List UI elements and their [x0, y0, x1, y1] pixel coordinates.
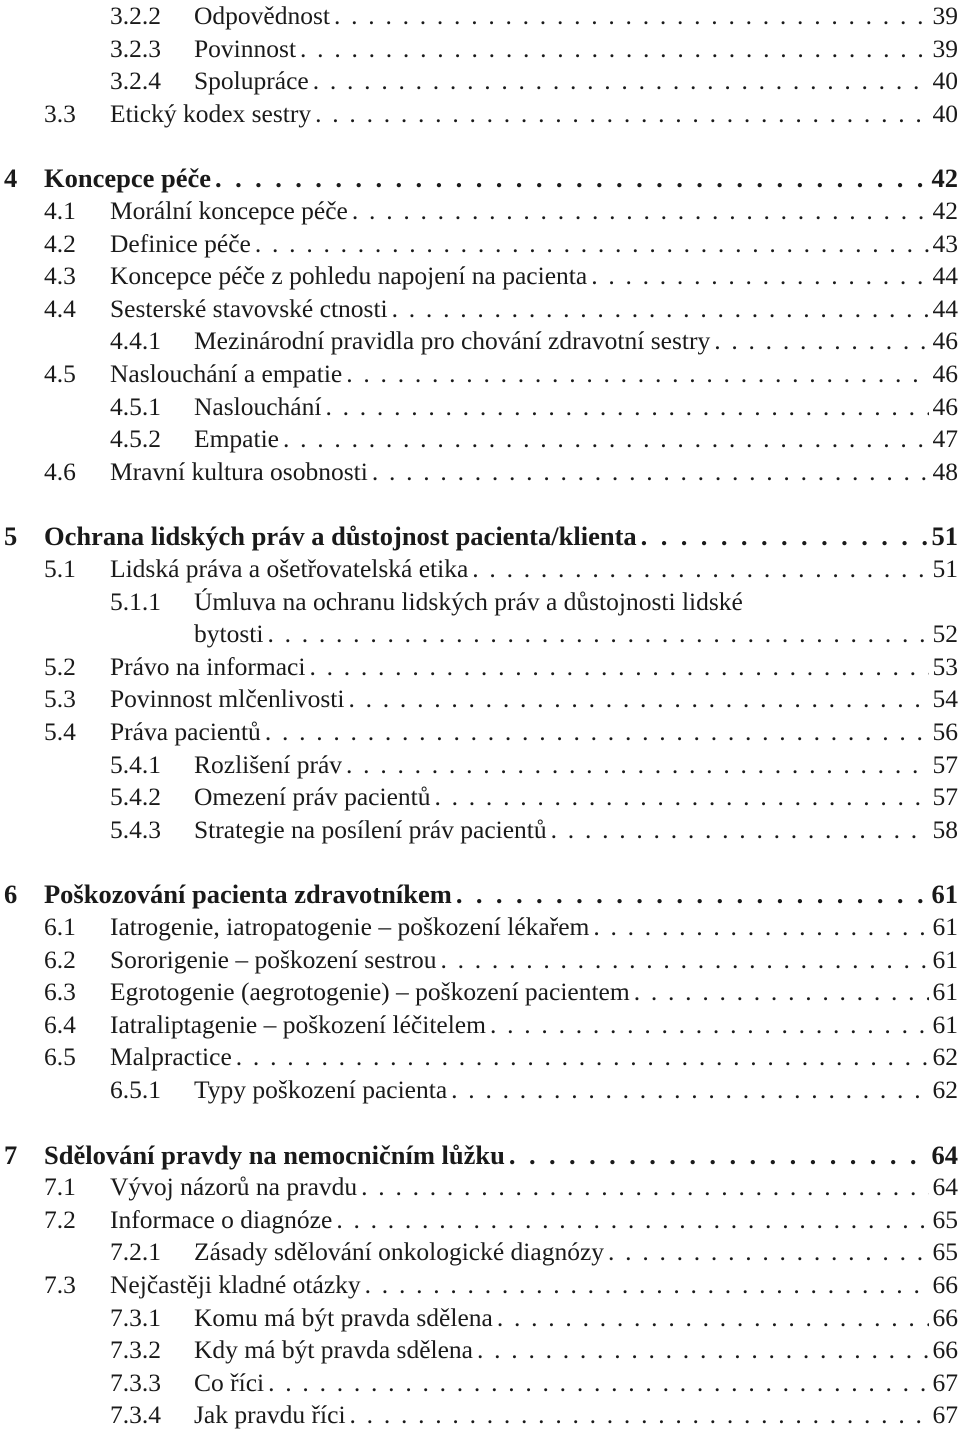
toc-entry[interactable]: [44, 1041, 958, 1073]
toc-entry-page-number: 65: [932, 1204, 958, 1234]
toc-entry-number: 4: [4, 163, 18, 194]
toc-entry-number: 4.3: [44, 261, 76, 291]
toc-entry-page-number: 64: [931, 1139, 958, 1170]
toc-entry-title: Koncepce péče z pohledu napojení na pacienta: [110, 261, 588, 291]
toc-entry-number: 7.1: [44, 1172, 76, 1202]
toc-entry-title: Zásady sdělování onkologické diagnózy: [194, 1237, 605, 1267]
toc-entry[interactable]: [110, 1399, 958, 1431]
toc-entry-title: Povinnost mlčenlivosti: [110, 684, 345, 714]
toc-entry-title: Definice péče: [110, 228, 251, 258]
toc-entry[interactable]: [110, 1367, 958, 1399]
toc-entry-number: 3.2.3: [110, 33, 161, 63]
dot-leader: [451, 1074, 928, 1106]
toc-entry-number: 5.1.1: [110, 586, 161, 616]
dot-leader: [551, 814, 929, 846]
toc-entry[interactable]: [44, 293, 958, 325]
toc-entry[interactable]: [110, 814, 958, 846]
toc-entry-page-number: 66: [932, 1335, 958, 1365]
toc-entry-number: 6.1: [44, 912, 76, 941]
toc-entry-page-number: 48: [932, 456, 958, 486]
toc-entry-title: Úmluva na ochranu lidských práv a důstojnosti lidské: [194, 586, 743, 616]
toc-entry-title: Spolupráce: [194, 66, 309, 96]
toc-entry-number: 6.4: [44, 1009, 76, 1039]
dot-leader: [434, 781, 928, 813]
dot-leader: [641, 520, 928, 552]
toc-entry-page-number: 61: [932, 944, 958, 974]
toc-entry[interactable]: [44, 683, 958, 715]
dot-leader: [352, 195, 929, 227]
dot-leader: [309, 651, 928, 683]
dot-leader: [236, 1041, 929, 1073]
toc-entry-page-number: 56: [932, 717, 958, 746]
toc-entry-number: 6.3: [44, 977, 76, 1007]
toc-entry-number: 7.3.1: [110, 1302, 161, 1332]
toc-entry-page-number: 67: [932, 1400, 958, 1430]
toc-entry[interactable]: [110, 1074, 958, 1106]
dot-leader: [215, 162, 927, 194]
toc-entry-number: 5: [4, 521, 18, 552]
toc-entry-number: 3.2.2: [110, 1, 161, 30]
dot-leader: [372, 456, 929, 488]
dot-leader: [714, 325, 928, 357]
dot-leader: [608, 1236, 928, 1268]
toc-entry-title: Informace o diagnóze: [110, 1204, 333, 1234]
toc-entry-title: Iatraliptagenie – poškození léčitelem: [110, 1009, 486, 1039]
toc-entry-title: Lidská práva a ošetřovatelská etika: [110, 554, 469, 583]
toc-entry-title: Egrotogenie (aegrotogenie) – poškození pacientem: [110, 977, 630, 1007]
toc-entry-page-number: 67: [932, 1367, 958, 1397]
toc-entry-title: Malpractice: [110, 1042, 232, 1072]
dot-leader: [313, 65, 929, 97]
toc-entry[interactable]: [110, 749, 958, 781]
toc-entry-title: Koncepce péče: [44, 163, 212, 194]
toc-entry-title: Naslouchání a empatie: [110, 359, 343, 388]
dot-leader: [361, 1171, 928, 1203]
toc-entry-title: Sesterské stavovské ctnosti: [110, 293, 388, 323]
toc-chapter-entry[interactable]: [4, 520, 958, 552]
toc-entry-number: 4.5: [44, 359, 76, 388]
toc-entry[interactable]: [44, 195, 958, 227]
dot-leader: [334, 0, 929, 32]
toc-entry-title: Kdy má být pravda sdělena: [194, 1335, 473, 1365]
toc-entry[interactable]: [44, 911, 958, 943]
dot-leader: [283, 423, 929, 455]
toc-entry[interactable]: [110, 325, 958, 357]
toc-entry-title: Povinnost: [194, 33, 297, 63]
dot-leader: [350, 1399, 929, 1431]
toc-entry-number: 4.6: [44, 456, 76, 486]
toc-entry[interactable]: [110, 1236, 958, 1268]
toc-entry-number: 6.2: [44, 944, 76, 974]
dot-leader: [255, 228, 929, 260]
toc-entry-page-number: 62: [932, 1075, 958, 1104]
toc-entry-continuation[interactable]: [194, 618, 958, 650]
toc-entry[interactable]: [44, 553, 958, 585]
toc-entry[interactable]: [110, 781, 958, 813]
toc-entry-title: Mravní kultura osobnosti: [110, 456, 368, 486]
toc-entry-page-number: 40: [932, 66, 958, 96]
dot-leader: [336, 1204, 928, 1236]
toc-entry-title: Strategie na posílení práv pacientů: [194, 814, 547, 844]
toc-entry-page-number: 39: [932, 1, 958, 30]
toc-entry[interactable]: [44, 1009, 958, 1041]
dot-leader: [300, 33, 928, 65]
toc-entry[interactable]: [44, 976, 958, 1008]
toc-entry-title: Sororigenie – poškození sestrou: [110, 944, 437, 974]
toc-entry-number: 3.3: [44, 98, 76, 128]
dot-leader: [267, 618, 928, 650]
toc-entry[interactable]: [110, 65, 958, 97]
dot-leader: [634, 976, 929, 1008]
toc-entry-number: 4.4.1: [110, 326, 161, 356]
toc-entry-title: Iatrogenie, iatropatogenie – poškození lékařem: [110, 912, 590, 941]
toc-entry-title: Empatie: [194, 424, 279, 454]
toc-entry-title: Ochrana lidských práv a důstojnost pacienta/klienta: [44, 521, 637, 552]
toc-entry-number: 7: [4, 1139, 18, 1170]
toc-entry-page-number: 46: [932, 326, 958, 356]
toc-entry-title: Naslouchání: [194, 391, 322, 421]
toc-entry-title: Sdělování pravdy na nemocničním lůžku: [44, 1139, 505, 1170]
dot-leader: [315, 98, 928, 130]
toc-entry[interactable]: [44, 260, 958, 292]
toc-entry-number: 3.2.4: [110, 66, 161, 96]
dot-leader: [392, 293, 929, 325]
toc-entry-number: 5.1: [44, 554, 76, 583]
dot-leader: [509, 1139, 928, 1171]
dot-leader: [268, 1367, 928, 1399]
dot-leader: [346, 358, 928, 390]
toc-entry-title: Odpovědnost: [194, 1, 330, 30]
toc-entry-title: Typy poškození pacienta: [194, 1075, 448, 1104]
toc-entry-number: 7.3: [44, 1270, 76, 1299]
toc-entry-number: 6.5: [44, 1042, 76, 1072]
toc-entry[interactable]: [110, 1302, 958, 1334]
toc-entry[interactable]: [44, 1171, 958, 1203]
toc-entry-number: 7.2: [44, 1204, 76, 1234]
toc-entry-page-number: 57: [932, 782, 958, 812]
toc-entry-page-number: 52: [932, 619, 958, 649]
toc-entry-page-number: 51: [932, 554, 958, 583]
toc-entry-number: 4.5.2: [110, 424, 161, 454]
toc-entry[interactable]: [44, 944, 958, 976]
toc-entry-page-number: 40: [932, 98, 958, 128]
toc-entry-title: Etický kodex sestry: [110, 98, 312, 128]
toc-entry-number: 5.4.3: [110, 814, 161, 844]
toc-entry-page-number: 61: [932, 912, 958, 941]
toc-entry-page-number: 51: [931, 521, 958, 552]
toc-entry-title: Co říci: [194, 1367, 265, 1397]
toc-entry-title: Jak pravdu říci: [194, 1400, 346, 1430]
toc-entry[interactable]: [110, 423, 958, 455]
toc-entry-page-number: 44: [932, 261, 958, 291]
toc-entry-number: 5.4.1: [110, 749, 161, 779]
toc-entry[interactable]: [110, 1334, 958, 1366]
toc-entry-title: Rozlišení práv: [194, 749, 343, 779]
toc-entry-page-number: 42: [931, 163, 958, 194]
toc-entry-page-number: 64: [932, 1172, 958, 1202]
toc-entry-number: 6: [4, 879, 18, 910]
dot-leader: [477, 1334, 929, 1366]
toc-entry[interactable]: [44, 1269, 958, 1301]
dot-leader: [593, 911, 928, 943]
dot-leader: [346, 749, 928, 781]
toc-entry[interactable]: [44, 228, 958, 260]
toc-entry[interactable]: [44, 98, 958, 130]
toc-entry-title: Omezení práv pacientů: [194, 782, 431, 812]
toc-entry-number: 4.4: [44, 293, 76, 323]
dot-leader: [440, 944, 928, 976]
toc-chapter-entry[interactable]: [4, 162, 958, 194]
dot-leader: [497, 1302, 929, 1334]
dot-leader: [472, 553, 928, 585]
toc-entry-number: 7.3.4: [110, 1400, 161, 1430]
toc-entry-title: Vývoj názorů na pravdu: [110, 1172, 358, 1202]
toc-entry-page-number: 62: [932, 1042, 958, 1072]
toc-entry-page-number: 44: [932, 293, 958, 323]
dot-leader: [365, 1269, 929, 1301]
toc-entry-title: Poškozování pacienta zdravotníkem: [44, 879, 452, 910]
toc-entry-title: Mezinárodní pravidla pro chování zdravotní sestry: [194, 326, 711, 356]
toc-entry-page-number: 58: [932, 814, 958, 844]
toc-entry[interactable]: [44, 456, 958, 488]
dot-leader: [348, 683, 928, 715]
toc-entry-number: 5.4.2: [110, 782, 161, 812]
toc-entry-title: Morální koncepce péče: [110, 196, 348, 225]
toc-entry[interactable]: [44, 358, 958, 390]
toc-entry-page-number: 54: [932, 684, 958, 714]
toc-entry-number: 5.2: [44, 651, 76, 681]
toc-entry-page-number: 53: [932, 651, 958, 681]
toc-entry-title: Nejčastěji kladné otázky: [110, 1270, 361, 1299]
toc-entry[interactable]: [44, 716, 958, 748]
toc-entry-number: 5.4: [44, 717, 76, 746]
toc-entry-page-number: 39: [932, 33, 958, 63]
toc-entry-title-continuation: bytosti: [194, 619, 264, 649]
dot-leader: [591, 260, 928, 292]
toc-entry-page-number: 65: [932, 1237, 958, 1267]
toc-entry-title: Komu má být pravda sdělena: [194, 1302, 493, 1332]
toc-entry-title: Práva pacientů: [110, 717, 261, 746]
toc-entry-number: 6.5.1: [110, 1075, 161, 1104]
dot-leader: [490, 1009, 929, 1041]
toc-chapter-entry[interactable]: [4, 878, 958, 910]
toc-entry-number: 4.5.1: [110, 391, 161, 421]
toc-chapter-entry[interactable]: [4, 1139, 958, 1171]
toc-entry[interactable]: [44, 1204, 958, 1236]
toc-entry-page-number: 66: [932, 1302, 958, 1332]
dot-leader: [265, 716, 929, 748]
dot-leader: [325, 391, 928, 423]
toc-entry-page-number: 66: [932, 1270, 958, 1299]
dot-leader: [456, 878, 928, 910]
toc-entry-page-number: 57: [932, 749, 958, 779]
toc-entry-page-number: 61: [931, 879, 958, 910]
toc-entry-page-number: 61: [932, 1009, 958, 1039]
toc-entry-page-number: 42: [932, 196, 958, 225]
toc-entry-number: 4.2: [44, 228, 76, 258]
toc-entry-page-number: 46: [932, 391, 958, 421]
toc-entry-title: Právo na informaci: [110, 651, 306, 681]
toc-entry-number: 4.1: [44, 196, 76, 225]
toc-entry-page-number: 46: [932, 359, 958, 388]
toc-entry[interactable]: [110, 586, 958, 618]
toc-entry-page-number: 61: [932, 977, 958, 1007]
toc-entry-page-number: 43: [932, 228, 958, 258]
toc-entry-number: 7.3.2: [110, 1335, 161, 1365]
toc-entry[interactable]: [110, 0, 958, 32]
toc-entry-page-number: 47: [932, 424, 958, 454]
toc-entry[interactable]: [44, 651, 958, 683]
toc-entry-number: 7.2.1: [110, 1237, 161, 1267]
toc-entry-number: 5.3: [44, 684, 76, 714]
toc-entry[interactable]: [110, 391, 958, 423]
toc-entry-number: 7.3.3: [110, 1367, 161, 1397]
toc-entry[interactable]: [110, 33, 958, 65]
